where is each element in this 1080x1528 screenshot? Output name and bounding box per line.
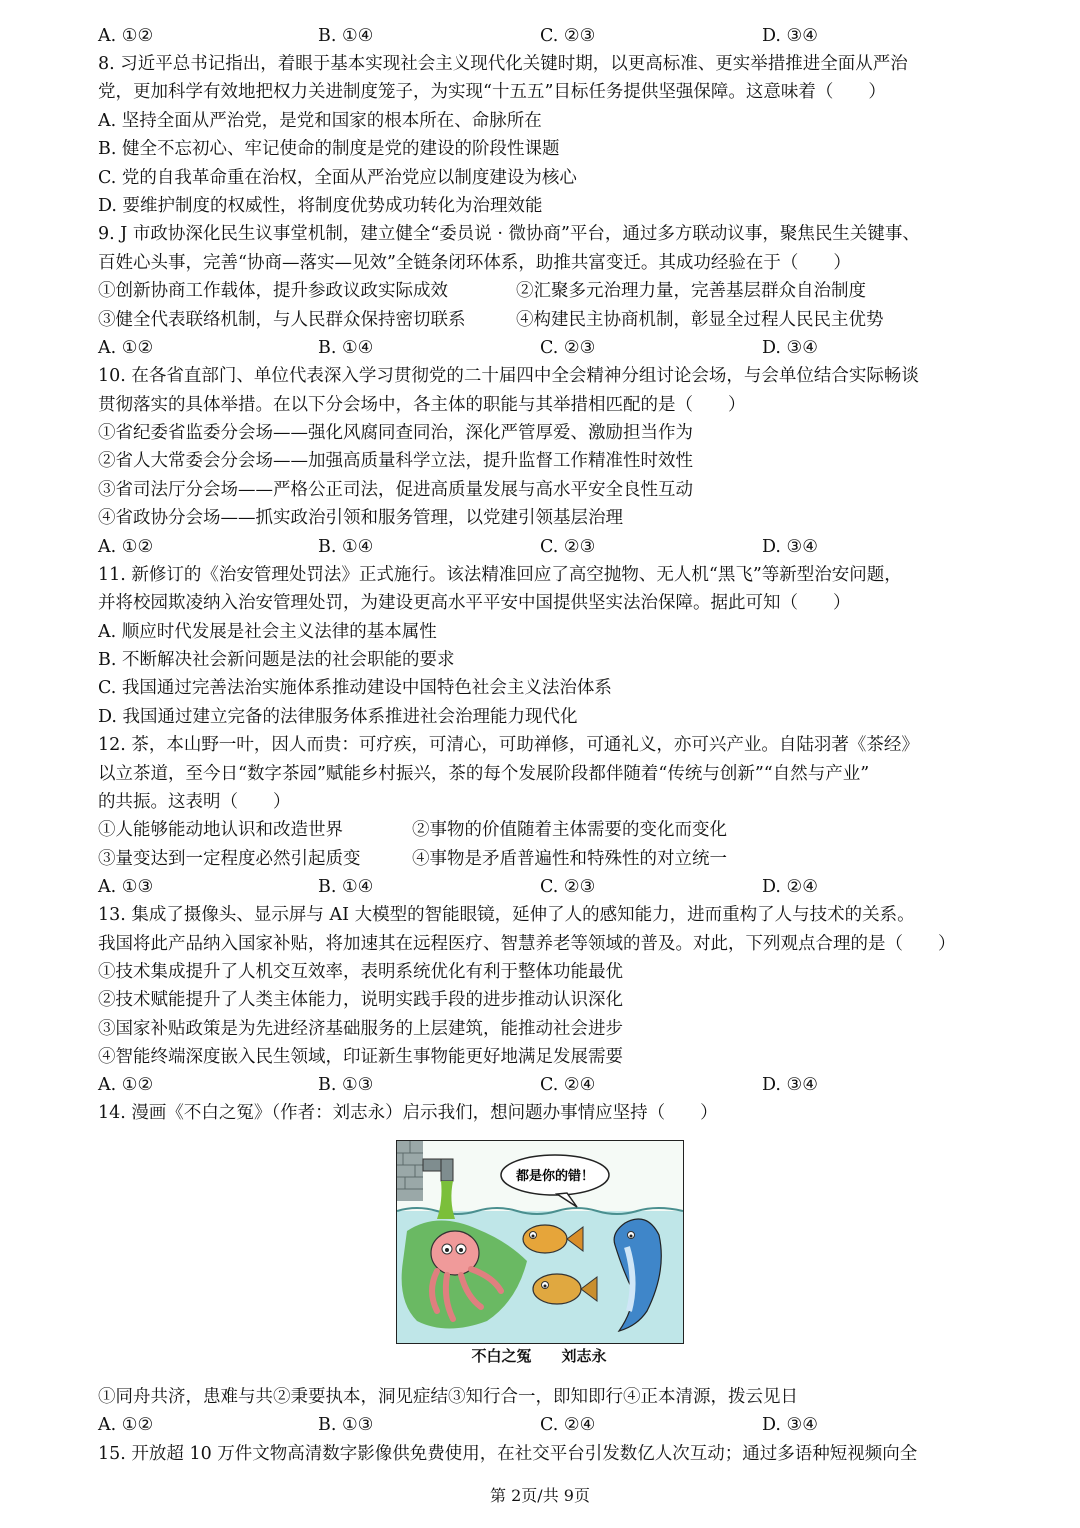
option-a: A. ①② — [98, 26, 154, 46]
q8-stem-line-1: 8. 习近平总书记指出，着眼于基本实现社会主义现代化关键时期，以更高标准、更实举措推进全面从严治 — [98, 54, 908, 74]
q8-option-b: B. 健全不忘初心、牢记使命的制度是党的建设的阶段性课题 — [98, 139, 560, 159]
q10-item-2: ②省人大常委会分会场——加强高质量科学立法，提升监督工作精准性时效性 — [98, 451, 693, 471]
q10-item-1: ①省纪委省监委分会场——强化风腐同查同治，深化严管厚爱、激励担当作为 — [98, 423, 693, 443]
q12-stem-line-2: 以立茶道，至今日“数字茶园”赋能乡村振兴，茶的每个发展阶段都伴随着“传统与创新”“自然与产业” — [98, 764, 870, 784]
q14-items: ①同舟共济，患难与共②秉要执本，洞见症结③知行合一，即知即行④正本清源，拨云见日 — [98, 1387, 798, 1407]
q9-stem-line-2: 百姓心头事，完善“协商—落实—见效”全链条闭环体系，助推共富变迁。其成功经验在于（ ） — [98, 253, 851, 273]
q9-stem-line-1: 9. J 市政协深化民生议事堂机制，建立健全“委员说 · 微协商”平台，通过多方联动议事，聚焦民生关键事、 — [98, 224, 920, 244]
option-a: A. ①② — [98, 338, 154, 358]
option-d: D. ③④ — [762, 1075, 818, 1095]
q10-item-4: ④省政协分会场——抓实政治引领和服务管理，以党建引领基层治理 — [98, 508, 623, 528]
q14-options — [98, 1411, 998, 1439]
option-c: C. ②③ — [540, 537, 596, 557]
q13-item-3: ③国家补贴政策是为先进经济基础服务的上层建筑，能推动社会进步 — [98, 1019, 623, 1039]
q11-option-b: B. 不断解决社会新问题是法的社会职能的要求 — [98, 650, 455, 670]
q11-option-a: A. 顺应时代发展是社会主义法律的基本属性 — [98, 622, 437, 642]
q12-item-3: ③量变达到一定程度必然引起质变 — [98, 849, 361, 869]
option-b: B. ①④ — [318, 537, 374, 557]
q13-options — [98, 1071, 998, 1099]
speech-bubble-text: 都是你的错！ — [515, 1169, 595, 1184]
q10-stem-line-2: 贯彻落实的具体举措。在以下分会场中，各主体的职能与其举措相匹配的是（ ） — [98, 395, 746, 415]
option-d: D. ③④ — [762, 537, 818, 557]
option-c: C. ②④ — [540, 1415, 596, 1435]
option-b: B. ①④ — [318, 338, 374, 358]
q9-items-row-1 — [98, 277, 998, 305]
q9-item-1: ①创新协商工作载体，提升参政议政实际成效 — [98, 281, 448, 301]
q13-item-2: ②技术赋能提升了人类主体能力，说明实践手段的进步推动认识深化 — [98, 990, 623, 1010]
option-b: B. ①④ — [318, 26, 374, 46]
q13-stem-line-2: 我国将此产品纳入国家补贴，将加速其在远程医疗、智慧养老等领域的普及。对此，下列观点合理的是（ ） — [98, 934, 956, 954]
q13-item-1: ①技术集成提升了人机交互效率，表明系统优化有利于整体功能最优 — [98, 962, 623, 982]
option-a: A. ①② — [98, 1075, 154, 1095]
q8-stem-line-2: 党，更加科学有效地把权力关进制度笼子，为实现“十五五”目标任务提供坚强保障。这意味着（ ） — [98, 82, 886, 102]
q8-option-c: C. 党的自我革命重在治权，全面从严治党应以制度建设为核心 — [98, 168, 577, 188]
q13-stem-line-1: 13. 集成了摄像头、显示屏与 AI 大模型的智能眼镜，延伸了人的感知能力，进而重构了人与技术的关系。 — [98, 905, 915, 925]
option-b: B. ①③ — [318, 1415, 374, 1435]
q9-item-4: ④构建民主协商机制，彰显全过程人民民主优势 — [516, 310, 884, 330]
q11-option-c: C. 我国通过完善法治实施体系推动建设中国特色社会主义法治体系 — [98, 678, 612, 698]
option-c: C. ②③ — [540, 338, 596, 358]
option-a: A. ①② — [98, 1415, 154, 1435]
option-a: A. ①③ — [98, 877, 154, 897]
q12-stem-line-1: 12. 茶，本山野一叶，因人而贵：可疗疾，可清心，可助禅修，可通礼义，亦可兴产业。自陆羽著《茶经》 — [98, 735, 919, 755]
q9-options — [98, 334, 998, 362]
q12-items-row-1 — [98, 816, 998, 844]
cartoon-illustration — [397, 1141, 683, 1343]
cartoon-image — [396, 1140, 684, 1344]
q11-option-d: D. 我国通过建立完备的法律服务体系推进社会治理能力现代化 — [98, 707, 578, 727]
option-d: D. ②④ — [762, 877, 818, 897]
q7-options — [98, 22, 998, 50]
q15-stem-line-1: 15. 开放超 10 万件文物高清数字影像供免费使用，在社交平台引发数亿人次互动；通过多语种短视频向全 — [98, 1444, 918, 1464]
q10-options — [98, 533, 998, 561]
option-d: D. ③④ — [762, 338, 818, 358]
q8-option-d: D. 要维护制度的权威性，将制度优势成功转化为治理效能 — [98, 196, 543, 216]
q10-stem-line-1: 10. 在各省直部门、单位代表深入学习贯彻党的二十届四中全会精神分组讨论会场，与会单位结合实际畅谈 — [98, 366, 919, 386]
q12-stem-line-3: 的共振。这表明（ ） — [98, 792, 291, 812]
q11-stem-line-2: 并将校园欺凌纳入治安管理处罚，为建设更高水平平安中国提供坚实法治保障。据此可知（ ） — [98, 593, 851, 613]
option-c: C. ②③ — [540, 26, 596, 46]
page-footer: 第 2页/共 9页 — [490, 1486, 590, 1505]
option-d: D. ③④ — [762, 1415, 818, 1435]
q12-item-2: ②事物的价值随着主体需要的变化而变化 — [412, 820, 727, 840]
q12-item-1: ①人能够能动地认识和改造世界 — [98, 820, 343, 840]
option-d: D. ③④ — [762, 26, 818, 46]
q13-item-4: ④智能终端深度嵌入民生领域，印证新生事物能更好地满足发展需要 — [98, 1047, 623, 1067]
q14-stem: 14. 漫画《不白之冤》（作者：刘志永）启示我们，想问题办事情应坚持（ ） — [98, 1103, 718, 1123]
q8-option-a: A. 坚持全面从严治党，是党和国家的根本所在、命脉所在 — [98, 111, 542, 131]
q12-items-row-2 — [98, 845, 998, 873]
option-b: B. ①④ — [318, 877, 374, 897]
cartoon-caption: 不白之冤 刘志永 — [471, 1347, 607, 1365]
q9-item-3: ③健全代表联络机制，与人民群众保持密切联系 — [98, 310, 466, 330]
q12-options — [98, 873, 998, 901]
q9-items-row-2 — [98, 306, 998, 334]
q11-stem-line-1: 11. 新修订的《治安管理处罚法》正式施行。该法精准回应了高空抛物、无人机“黑飞”等新型治安问题， — [98, 565, 902, 585]
option-c: C. ②③ — [540, 877, 596, 897]
option-b: B. ①③ — [318, 1075, 374, 1095]
q9-item-2: ②汇聚多元治理力量，完善基层群众自治制度 — [516, 281, 866, 301]
option-c: C. ②④ — [540, 1075, 596, 1095]
q12-item-4: ④事物是矛盾普遍性和特殊性的对立统一 — [412, 849, 727, 869]
option-a: A. ①② — [98, 537, 154, 557]
q10-item-3: ③省司法厅分会场——严格公正司法，促进高质量发展与高水平安全良性互动 — [98, 480, 693, 500]
